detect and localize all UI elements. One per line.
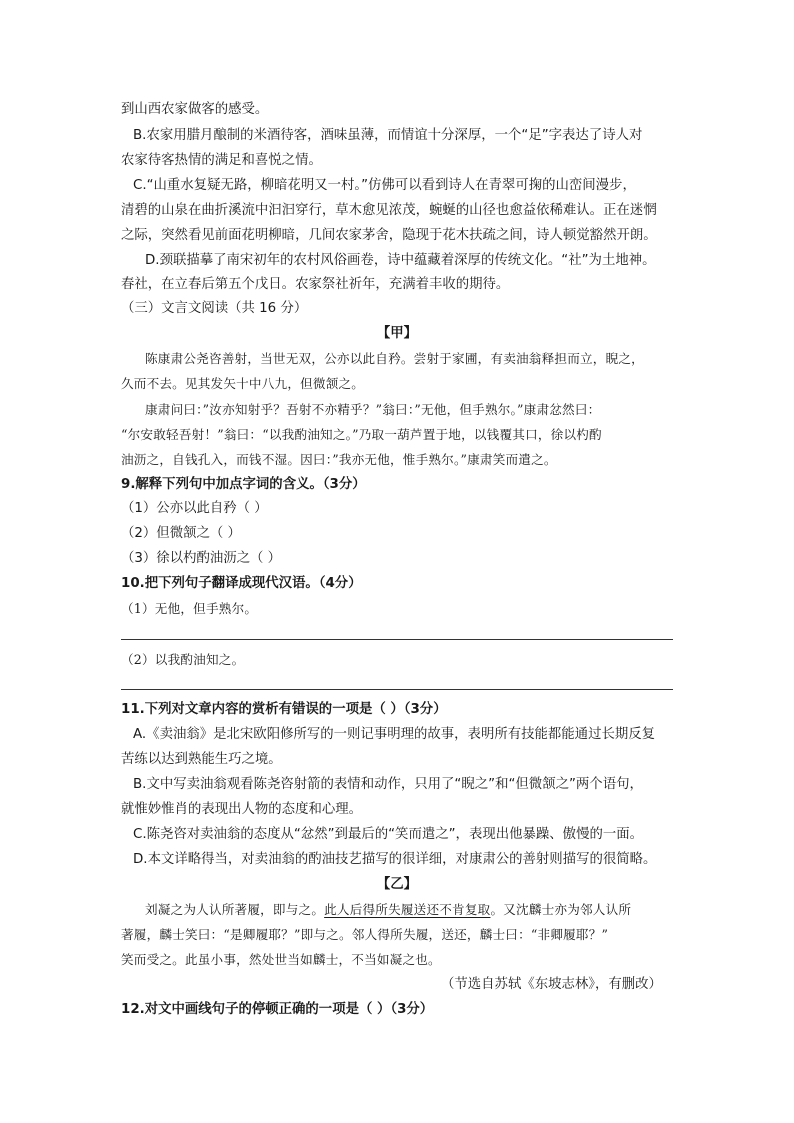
passage-jia-line: 康肃问曰：”汝亦知射乎？吾射不亦精乎？”翁曰：”无他，但手熟尔。”康肃忿然曰： — [145, 402, 601, 417]
passage-yi-title: 【乙】 — [376, 877, 418, 892]
text-line: 清碧的山泉在曲折溪流中汩汩穿行，草木愈见浓茂，蜿蜒的山径也愈益依稀难认。正在迷惘 — [121, 203, 657, 218]
passage-jia-line: 油沥之，自钱孔入，而钱不湿。因曰：”我亦无他，惟手熟尔。”康肃笑而遣之。 — [121, 452, 557, 467]
answer-line — [121, 689, 673, 690]
passage-jia-title: 【甲】 — [376, 326, 418, 341]
passage-yi-line: 笑而受之。此虽小事，然处世当如麟士，不当如凝之也。 — [121, 952, 441, 967]
question-11-option-c: C.陈尧咨对卖油翁的态度从“忿然”到最后的“笑而遣之”，表现出他暴躁、傲慢的一面。 — [133, 827, 644, 842]
option-b-poem: B.农家用腊月酿制的米酒待客，酒味虽薄，而情谊十分深厚，一个“足”字表达了诗人对 — [133, 128, 643, 143]
text-line: 之际，突然看见前面花明柳暗，几间农家茅舍，隐现于花木扶疏之间，诗人顿觉豁然开朗。 — [121, 228, 657, 243]
passage-jia-line: “尔安敢轻吾射！”翁曰：“以我酌油知之。”乃取一葫芦置于地，以钱覆其口，徐以杓酌 — [121, 427, 602, 442]
question-9: 9.解释下列句中加点字词的含义。（3分） — [121, 477, 366, 492]
option-d-poem: D.颈联描摹了南宋初年的农村风俗画卷，诗中蕴藏着深厚的传统文化。“社”为土地神。 — [145, 253, 656, 268]
text-line: 到山西农家做客的感受。 — [121, 102, 269, 117]
source-note: （节选自苏轼《东坡志林》，有删改） — [441, 977, 662, 992]
passage-jia-line: 久而不去。见其发矢十中八九，但微颔之。 — [121, 376, 365, 391]
underlined-sentence: 此人后得所失履送还不肯复取 — [324, 902, 491, 917]
question-12: 12.对文中画线句子的停顿正确的一项是（ ）（3分） — [121, 1002, 434, 1017]
text-line: 苦练以达到熟能生巧之境。 — [121, 752, 282, 767]
question-11: 11.下列对文章内容的赏析有错误的一项是（ ）（3分） — [121, 702, 447, 717]
passage-jia-line: 陈康肃公尧咨善射，当世无双，公亦以此自矜。尝射于家圃，有卖油翁释担而立，睨之， — [145, 351, 644, 366]
question-10-item: （2）以我酌油知之。 — [121, 652, 245, 667]
answer-line — [121, 639, 673, 640]
text-line: 农家待客热情的满足和喜悦之情。 — [121, 153, 322, 168]
passage-yi-line: 著履，麟士笑曰：“是卿履耶？”即与之。邻人得所失履，送还，麟士曰：“非卿履耶？” — [121, 927, 609, 942]
question-9-item: （2）但微颔之（ ） — [121, 526, 241, 541]
section-heading: （三）文言文阅读（共 16 分） — [121, 301, 308, 316]
question-10-item: （1）无他，但手熟尔。 — [121, 601, 258, 616]
question-10: 10.把下列句子翻译成现代汉语。（4分） — [121, 576, 362, 591]
question-9-item: （1）公亦以此自矜（ ） — [121, 501, 268, 516]
question-11-option-d: D.本文详略得当，对卖油翁的酌油技艺描写的很详细，对康肃公的善射则描写的很简略。 — [133, 852, 657, 867]
question-9-item: （3）徐以杓酌油沥之（ ） — [121, 551, 282, 566]
question-11-option-b: B.文中写卖油翁观看陈尧咨射箭的表情和动作，只用了“睨之”和“但微颔之”两个语句， — [133, 777, 643, 792]
option-c-poem: C.“山重水复疑无路，柳暗花明又一村。”仿佛可以看到诗人在青翠可掬的山峦间漫步， — [133, 178, 636, 193]
text-line: 春社，在立春后第五个戊日。农家祭社祈年，充满着丰收的期待。 — [121, 277, 510, 292]
text-line: 就惟妙惟肖的表现出人物的态度和心理。 — [121, 802, 363, 817]
passage-yi-line: 刘凝之为人认所著履，即与之。此人后得所失履送还不肯复取。又沈麟士亦为邻人认所 — [145, 902, 632, 917]
question-11-option-a: A.《卖油翁》是北宋欧阳修所写的一则记事明理的故事，表明所有技能都能通过长期反复 — [133, 727, 656, 742]
